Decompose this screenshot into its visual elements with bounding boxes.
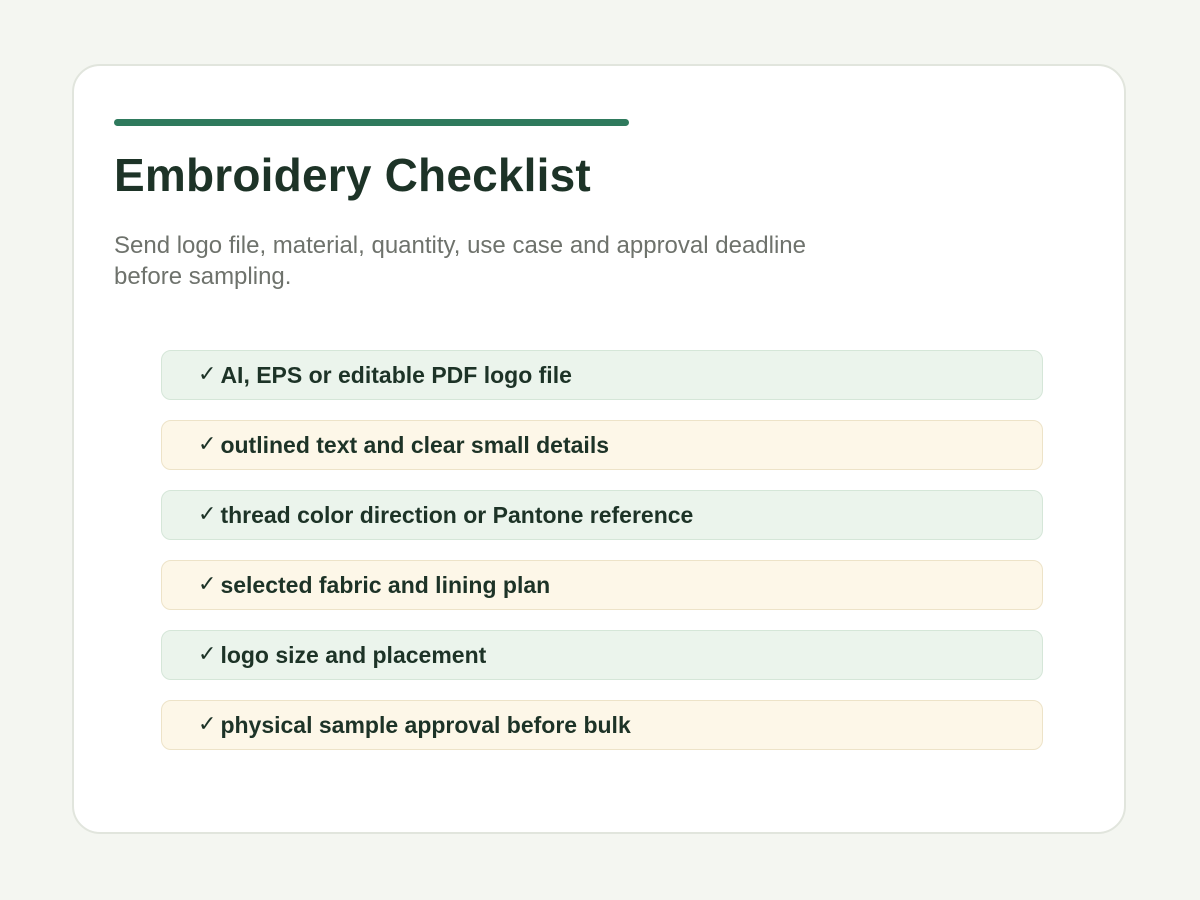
check-icon: ✓ — [198, 712, 217, 737]
checklist-item — [161, 420, 1043, 470]
checklist-item — [161, 490, 1043, 540]
accent-bar — [114, 119, 629, 126]
checklist-item-label: physical sample approval before bulk — [220, 711, 631, 738]
checklist-item-label: selected fabric and lining plan — [220, 571, 551, 598]
page-subtitle: Send logo file, material, quantity, use case and approval deadline before sampling. — [114, 232, 807, 290]
checklist-item — [161, 560, 1043, 610]
checklist-item-label: logo size and placement — [220, 641, 487, 668]
check-icon: ✓ — [198, 362, 217, 387]
check-icon: ✓ — [198, 572, 217, 597]
checklist-card — [72, 64, 1126, 834]
checklist — [161, 350, 1043, 770]
check-icon: ✓ — [198, 432, 217, 457]
checklist-item — [161, 630, 1043, 680]
checklist-item-label: thread color direction or Pantone reference — [220, 501, 694, 528]
check-icon: ✓ — [198, 502, 217, 527]
page-title: Embroidery Checklist — [114, 149, 591, 201]
checklist-item — [161, 700, 1043, 750]
checklist-item — [161, 350, 1043, 400]
checklist-item-label: AI, EPS or editable PDF logo file — [220, 361, 572, 388]
checklist-item-label: outlined text and clear small details — [220, 431, 610, 458]
check-icon: ✓ — [198, 642, 217, 667]
